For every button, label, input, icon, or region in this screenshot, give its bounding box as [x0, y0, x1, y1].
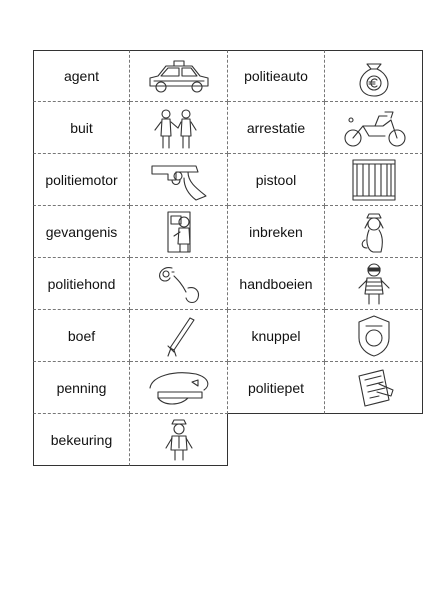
word-card: pistool [228, 154, 325, 206]
picture-card [325, 310, 423, 362]
picture-card [325, 258, 423, 310]
word-card: buit [33, 102, 130, 154]
card-row [33, 414, 423, 466]
picture-card [325, 102, 423, 154]
picture-card [130, 102, 228, 154]
arrest-scene-icon [144, 106, 214, 150]
prison-bars-icon [339, 158, 409, 202]
picture-card [325, 50, 423, 102]
word-card: arrestatie [228, 102, 325, 154]
ticket-fine-icon [339, 366, 409, 410]
memory-card-sheet [33, 50, 423, 466]
picture-card [130, 362, 228, 414]
word-card: politiepet [228, 362, 325, 414]
card-row [33, 362, 423, 414]
police-motorcycle-icon [339, 106, 409, 150]
picture-card [325, 154, 423, 206]
card-row [33, 206, 423, 258]
robber-icon [339, 262, 409, 306]
word-card: knuppel [228, 310, 325, 362]
card-row [33, 258, 423, 310]
handcuffs-icon [144, 262, 214, 306]
word-card: agent [33, 50, 130, 102]
card-row [33, 310, 423, 362]
word-card: boef [33, 310, 130, 362]
word-card: politieauto [228, 50, 325, 102]
card-row [33, 102, 423, 154]
picture-card [325, 206, 423, 258]
police-car-icon [144, 54, 214, 98]
word-card: gevangenis [33, 206, 130, 258]
picture-card [130, 310, 228, 362]
picture-card [130, 154, 228, 206]
picture-card [130, 206, 228, 258]
revolver-icon [144, 158, 214, 202]
word-card: inbreken [228, 206, 325, 258]
picture-card [130, 414, 228, 466]
word-card: politiemotor [33, 154, 130, 206]
picture-card [130, 50, 228, 102]
picture-card [130, 258, 228, 310]
card-row [33, 154, 423, 206]
baton-icon [144, 314, 214, 358]
word-card: politiehond [33, 258, 130, 310]
burglar-door-icon [144, 210, 214, 254]
picture-card [325, 362, 423, 414]
card-row [33, 50, 423, 102]
word-card: bekeuring [33, 414, 130, 466]
police-officer-icon [144, 418, 214, 462]
police-cap-icon [144, 366, 214, 410]
word-card: penning [33, 362, 130, 414]
word-card: handboeien [228, 258, 325, 310]
police-dog-icon [339, 210, 409, 254]
money-bag-icon [339, 54, 409, 98]
police-badge-icon [339, 314, 409, 358]
